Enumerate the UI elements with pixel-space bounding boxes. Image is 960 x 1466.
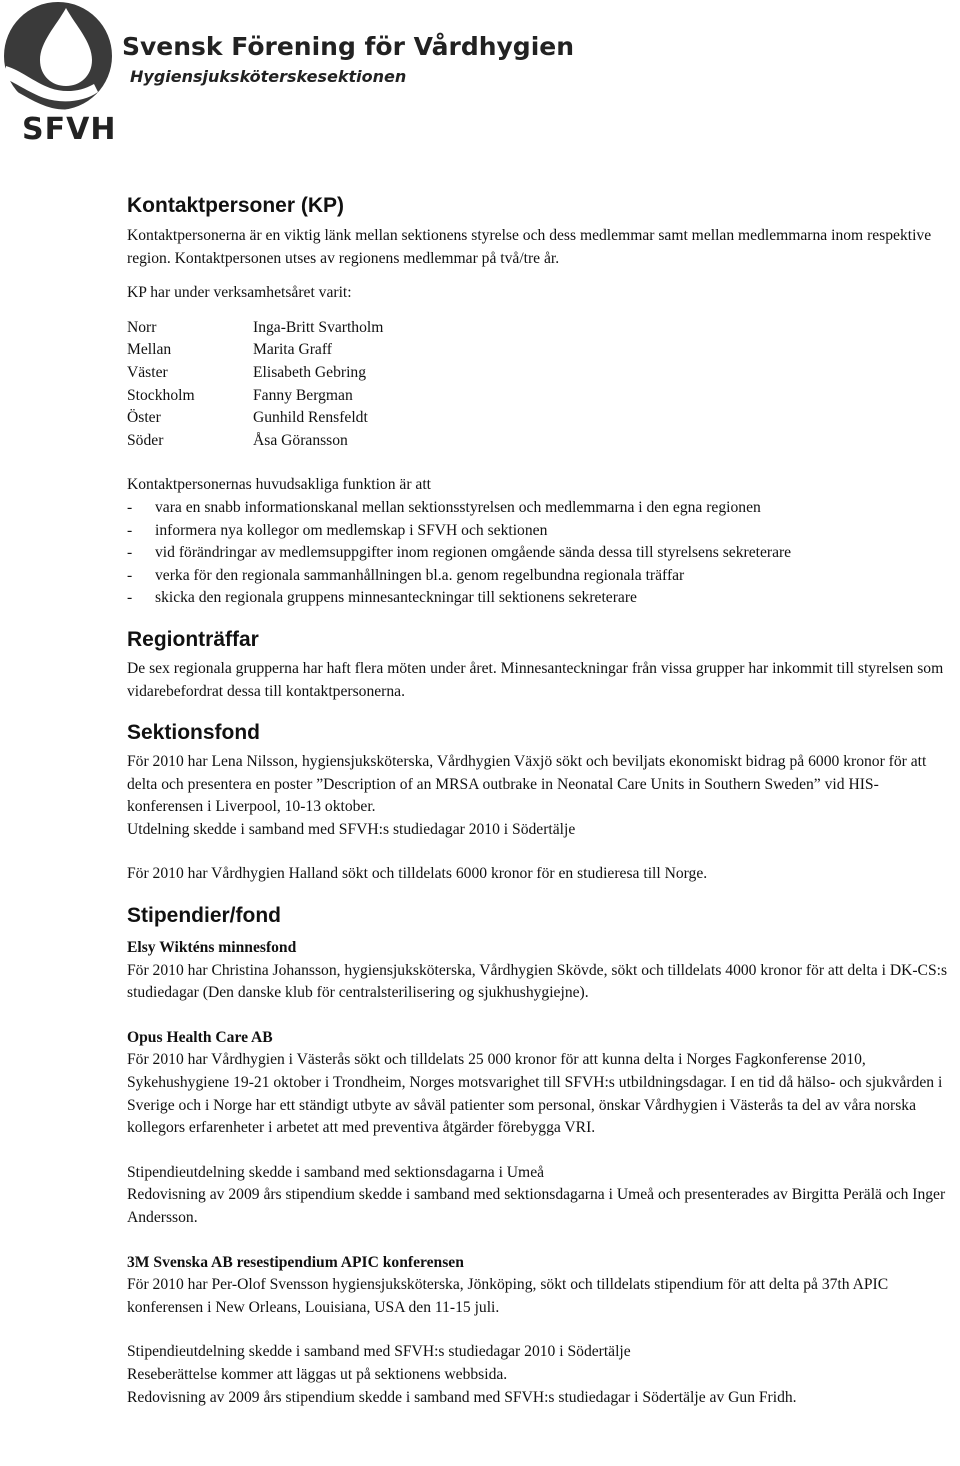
opus-report: Redovisning av 2009 års stipendium skedde i samband med sektionsdagarna i Umeå och presenterades av Birgitta Perälä och Inger Andersson. bbox=[127, 1186, 946, 1226]
list-item-text: skicka den regionala gruppens minnesanteckningar till sektionens sekreterare bbox=[155, 589, 637, 607]
contact-person: Åsa Göransson bbox=[253, 431, 348, 449]
contact-person: Gunhild Rensfeldt bbox=[253, 409, 368, 427]
opus-title: Opus Health Care AB bbox=[127, 1028, 273, 1046]
region-name: Öster bbox=[127, 409, 161, 427]
kp-list-intro: KP har under verksamhetsåret varit: bbox=[127, 284, 352, 302]
heading-stipendier: Stipendier/fond bbox=[127, 904, 281, 928]
list-item bbox=[127, 565, 953, 588]
sektionsfond-text: För 2010 har Lena Nilsson, hygiensjuksköterska, Vårdhygien Växjö sökt och beviljats ekonomiskt bidrag på 6000 kronor för att delta och presentera en poster ”Description of an MRSA outbrake in Neonatal Care Units in Southern Sweden” vid HIS- konferensen i Liverpool, 10-13 oktober. bbox=[127, 753, 927, 816]
dash-bullet: - bbox=[127, 566, 133, 584]
heading-regiontraffar: Regionträffar bbox=[127, 627, 259, 651]
list-item-text: vara en snabb informationskanal mellan sektionsstyrelsen och medlemmarna i den egna regionen bbox=[155, 498, 761, 516]
kp-region-table bbox=[127, 317, 953, 453]
region-name: Norr bbox=[127, 318, 157, 336]
organization-name: Svensk Förening för Vårdhygien bbox=[122, 32, 575, 61]
list-item bbox=[127, 542, 953, 565]
heading-kontaktpersoner: Kontaktpersoner (KP) bbox=[127, 194, 345, 217]
heading-sektionsfond: Sektionsfond bbox=[127, 721, 261, 745]
list-item bbox=[127, 497, 953, 520]
apic-title: 3M Svenska AB resestipendium APIC konferensen bbox=[127, 1253, 464, 1271]
apic-distribution: Stipendieutdelning skedde i samband med SFVH:s studiedagar 2010 i Södertälje bbox=[127, 1343, 631, 1361]
sektionsfond-distribution: Utdelning skedde i samband med SFVH:s studiedagar 2010 i Södertälje bbox=[127, 820, 576, 838]
organization-abbreviation: SFVH bbox=[22, 112, 117, 147]
apic-travel-report: Reseberättelse kommer att läggas ut på sektionens webbsida. bbox=[127, 1365, 508, 1383]
dash-bullet: - bbox=[127, 589, 133, 607]
apic-text: För 2010 har Per-Olof Svensson hygiensjuksköterska, Jönköping, sökt och tilldelats stipendium för att delta på 37th APIC konferensen i New Orleans, Louisiana, USA den 11-15 juli. bbox=[127, 1276, 889, 1316]
contact-person: Fanny Bergman bbox=[253, 386, 353, 404]
dash-bullet: - bbox=[127, 521, 133, 539]
contact-person: Inga-Britt Svartholm bbox=[253, 318, 384, 336]
kp-function-list bbox=[127, 497, 953, 610]
section-name: Hygiensjuksköterskesektionen bbox=[130, 67, 407, 86]
contact-person: Marita Graff bbox=[253, 341, 332, 359]
dash-bullet: - bbox=[127, 544, 133, 562]
list-item-text: vid förändringar av medlemsuppgifter inom regionen omgående sända dessa till styrelsens sekreterare bbox=[155, 544, 792, 562]
list-item bbox=[127, 520, 953, 543]
region-name: Väster bbox=[127, 363, 168, 381]
kp-function-intro: Kontaktpersonernas huvudsakliga funktion är att bbox=[127, 476, 432, 494]
elsy-text: För 2010 har Christina Johansson, hygiensjuksköterska, Vårdhygien Skövde, sökt och tilldelats 4000 kronor för att delta i DK-CS:s studiedagar (Den danske klub för centralsterilisering og sjukhushygiejne). bbox=[127, 961, 948, 1002]
list-item-text: verka för den regionala sammanhållningen bl.a. genom regelbundna regionala träffar bbox=[155, 566, 685, 584]
kp-intro: Kontaktpersonerna är en viktig länk mellan sektionens styrelse och dess medlemmar samt mellan medlemmarna inom respektive region. Kontaktpersonen utses av regionens medlemmar på två/tre år. bbox=[127, 227, 932, 267]
sfvh-logo bbox=[0, 0, 575, 150]
region-name: Mellan bbox=[127, 341, 172, 359]
region-name: Söder bbox=[127, 431, 164, 449]
list-item bbox=[127, 587, 953, 610]
dash-bullet: - bbox=[127, 498, 133, 516]
opus-distribution: Stipendieutdelning skedde i samband med sektionsdagarna i Umeå bbox=[127, 1163, 545, 1181]
list-item-text: informera nya kollegor om medlemskap i SFVH och sektionen bbox=[155, 521, 548, 539]
contact-person: Elisabeth Gebring bbox=[253, 363, 367, 381]
opus-text: För 2010 har Vårdhygien i Västerås sökt och tilldelats 25 000 kronor för att kunna delta i Norges Fagkonferense 2010, Sykehushygiene 19-21 oktober i Trondheim, Norges motsvarighet till SFVH:s utbildningsdagar. I en tid då hälso- och sjukvården i Sverige och i Norge har ett ständigt utbyte av såväl patienter som personal, önskar Vårdhygien i Västerås ta del av våra norska kollegors erfarenheter i arbetet att med preventiva åtgärder förebygga VRI. bbox=[127, 1051, 943, 1137]
document-body bbox=[127, 193, 953, 1409]
elsy-title: Elsy Wikténs minnesfond bbox=[127, 939, 297, 957]
regiontraffar-text: De sex regionala grupperna har haft flera möten under året. Minnesanteckningar från vissa grupper har inkommit till styrelsen som vidarebefordrat dessa till kontaktpersonerna. bbox=[127, 659, 944, 700]
apic-report: Redovisning av 2009 års stipendium skedde i samband med SFVH:s studiedagar i Södertälje av Gun Fridh. bbox=[127, 1388, 797, 1406]
sektionsfond-halland: För 2010 har Vårdhygien Halland sökt och tilldelats 6000 kronor för en studieresa till Norge. bbox=[127, 865, 708, 883]
region-name: Stockholm bbox=[127, 386, 195, 404]
